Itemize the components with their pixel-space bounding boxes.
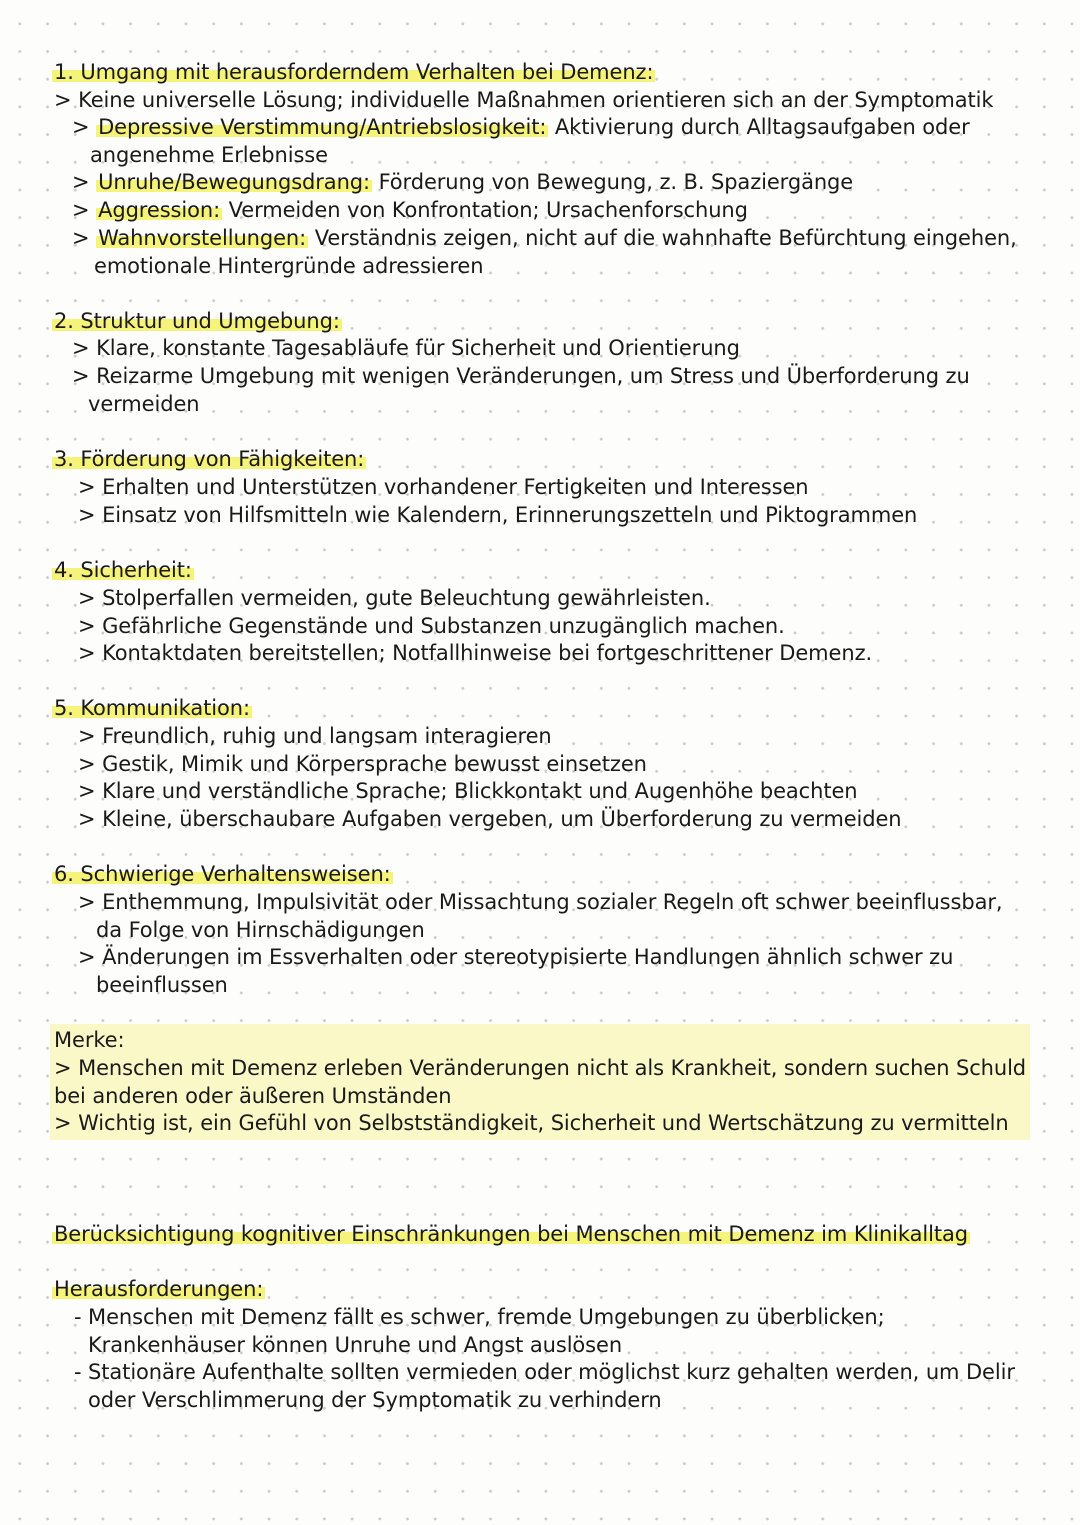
section-6-line: beeinflussen — [96, 973, 228, 997]
section-3-heading: 3. Förderung von Fähigkeiten: — [54, 447, 365, 471]
section-2-line: > Klare, konstante Tagesabläufe für Sicherheit und Orientierung — [72, 336, 740, 360]
section-5-line: > Gestik, Mimik und Körpersprache bewusst einsetzen — [78, 752, 647, 776]
section-1-intro: > Keine universelle Lösung; individuelle Maßnahmen orientieren sich an der Symptomatik — [54, 88, 994, 112]
section-5-line: > Freundlich, ruhig und langsam interagieren — [78, 724, 552, 748]
section-6-line: da Folge von Hirnschädigungen — [96, 918, 425, 942]
clinic-line: Krankenhäuser können Unruhe und Angst auslösen — [88, 1333, 623, 1357]
merke-line: bei anderen oder äußeren Umständen — [54, 1084, 452, 1108]
section-6-line: > Enthemmung, Impulsivität oder Missachtung sozialer Regeln oft schwer beeinflussbar, — [78, 890, 1003, 914]
clinic-line: - Stationäre Aufenthalte sollten vermieden oder möglichst kurz gehalten werden, um Delir — [74, 1360, 1015, 1384]
section-4-line: > Kontaktdaten bereitstellen; Notfallhinweise bei fortgeschrittener Demenz. — [78, 641, 873, 665]
section-3-line: > Erhalten und Unterstützen vorhandener Fertigkeiten und Interessen — [78, 475, 809, 499]
section-1-item: > Wahnvorstellungen: Verständnis zeigen, nicht auf die wahnhafte Befürchtung eingehen, — [72, 226, 1017, 250]
section-3-line: > Einsatz von Hilfsmitteln wie Kalendern, Erinnerungszetteln und Piktogrammen — [78, 503, 918, 527]
clinic-title: Berücksichtigung kognitiver Einschränkungen bei Menschen mit Demenz im Klinikalltag — [54, 1222, 968, 1246]
section-6-heading: 6. Schwierige Verhaltensweisen: — [54, 862, 391, 886]
section-5-line: > Klare und verständliche Sprache; Blickkontakt und Augenhöhe beachten — [78, 779, 858, 803]
section-2-line: vermeiden — [88, 392, 200, 416]
section-1-item: > Unruhe/Bewegungsdrang: Förderung von Bewegung, z. B. Spaziergänge — [72, 170, 854, 194]
section-1-item-cont: angenehme Erlebnisse — [90, 143, 328, 167]
clinic-line: oder Verschlimmerung der Symptomatik zu verhindern — [88, 1388, 662, 1412]
section-1-item: > Depressive Verstimmung/Antriebslosigkeit: Aktivierung durch Alltagsaufgaben oder — [72, 115, 970, 139]
section-5-heading: 5. Kommunikation: — [54, 696, 250, 720]
section-4-heading: 4. Sicherheit: — [54, 558, 192, 582]
clinic-heading: Herausforderungen: — [54, 1277, 264, 1301]
section-1-item-cont: emotionale Hintergründe adressieren — [94, 254, 484, 278]
section-4-line: > Gefährliche Gegenstände und Substanzen unzugänglich machen. — [78, 614, 785, 638]
section-2-line: > Reizarme Umgebung mit wenigen Veränderungen, um Stress und Überforderung zu — [72, 364, 970, 388]
section-6-line: > Änderungen im Essverhalten oder stereotypisierte Handlungen ähnlich schwer zu — [78, 945, 954, 969]
section-1-heading: 1. Umgang mit herausforderndem Verhalten bei Demenz: — [54, 60, 654, 84]
merke-heading: Merke: — [54, 1028, 125, 1052]
section-5-line: > Kleine, überschaubare Aufgaben vergeben, um Überforderung zu vermeiden — [78, 807, 902, 831]
merke-line: > Menschen mit Demenz erleben Veränderungen nicht als Krankheit, sondern suchen Schuld — [54, 1056, 1027, 1080]
section-4-line: > Stolperfallen vermeiden, gute Beleuchtung gewährleisten. — [78, 586, 711, 610]
merke-line: > Wichtig ist, ein Gefühl von Selbstständigkeit, Sicherheit und Wertschätzung zu vermitteln — [54, 1111, 1009, 1135]
section-2-heading: 2. Struktur und Umgebung: — [54, 309, 340, 333]
clinic-line: - Menschen mit Demenz fällt es schwer, fremde Umgebungen zu überblicken; — [74, 1305, 885, 1329]
section-1-item: > Aggression: Vermeiden von Konfrontation; Ursachenforschung — [72, 198, 748, 222]
